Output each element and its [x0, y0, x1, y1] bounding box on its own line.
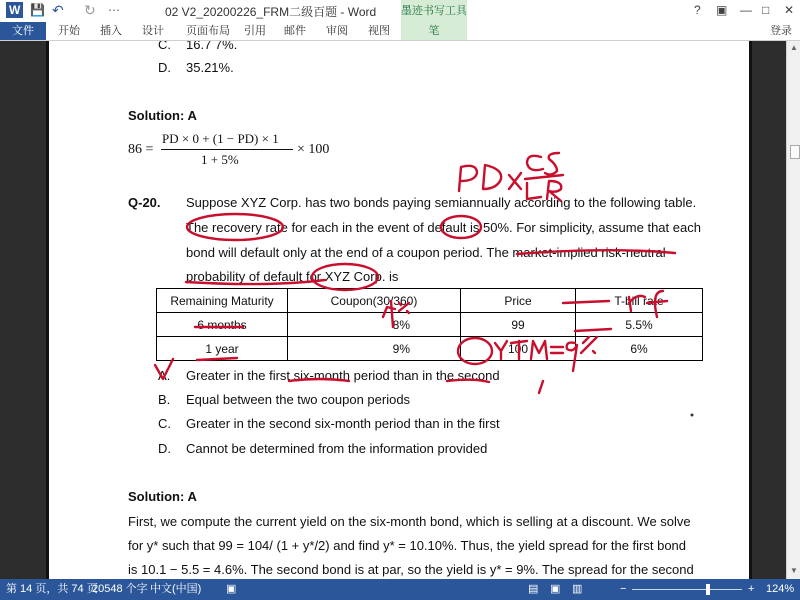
prev-solution-label: Solution: A — [128, 108, 197, 123]
document-area — [0, 41, 786, 579]
option-text: Greater in the first six-month period than in the second — [186, 368, 500, 383]
word-app-icon[interactable]: W — [6, 2, 23, 18]
scroll-up-icon[interactable]: ▲ — [790, 43, 798, 52]
table-cell: 9% — [288, 337, 461, 361]
zoom-in-button[interactable]: + — [748, 583, 755, 595]
status-bar — [0, 579, 800, 600]
tab-view[interactable]: 视图 — [368, 25, 390, 37]
question-line: Suppose XYZ Corp. has two bonds paying semiannually according to the following table. — [186, 195, 697, 210]
table-cell: 100 — [461, 337, 576, 361]
ribbon-display-options-button[interactable]: ▣ — [716, 3, 728, 17]
zoom-out-button[interactable]: − — [620, 583, 627, 595]
formula-lhs: 86 = — [128, 142, 154, 157]
close-button[interactable]: ✕ — [784, 3, 795, 17]
ink-stroke — [483, 165, 501, 189]
table-cell: 6 months — [157, 313, 288, 337]
formula-denominator: 1 + 5% — [201, 152, 239, 167]
tab-references[interactable]: 引用 — [244, 25, 266, 37]
table-cell: 99 — [461, 313, 576, 337]
ink-stroke — [539, 381, 543, 393]
read-mode-icon[interactable]: ▤ — [528, 583, 539, 595]
scroll-thumb[interactable] — [790, 145, 800, 159]
maximize-button[interactable]: □ — [762, 3, 770, 17]
sign-in-link[interactable]: 登录 — [770, 25, 792, 37]
document-page[interactable] — [46, 41, 752, 579]
formula-rhs: × 100 — [297, 142, 330, 157]
help-button[interactable]: ? — [694, 3, 701, 17]
question-line: bond will default only at the end of a coupon period. The market-implied risk-neutral — [186, 245, 666, 260]
tab-insert[interactable]: 插入 — [100, 25, 122, 37]
zoom-level[interactable]: 124% — [766, 583, 795, 595]
customize-quick-access-icon[interactable]: ⋯ — [108, 3, 120, 17]
solution-label: Solution: A — [128, 489, 197, 504]
formula-numerator: PD × 0 + (1 − PD) × 1 — [162, 131, 279, 146]
question-line: The recovery rate for each in the event of default is 50%. For simplicity, assume that each — [186, 220, 701, 235]
explanation-line: for y* such that 99 = 104/ (1 + y*/2) and find y* = 10.10%. Thus, the yield spread for the first bond — [128, 538, 687, 553]
ink-stroke — [509, 173, 521, 189]
fraction-bar — [161, 149, 293, 150]
tab-file[interactable]: 文件 — [0, 22, 46, 40]
prev-option-c-text: 16.7 7%. — [186, 41, 238, 52]
question-line: probability of default for XYZ Corp. is — [186, 269, 399, 284]
undo-icon[interactable]: ↶ — [52, 2, 64, 18]
table-row — [157, 313, 703, 337]
save-icon[interactable]: 💾 — [30, 3, 45, 17]
table-cell: 6% — [576, 337, 703, 361]
ink-stroke — [545, 153, 559, 175]
tab-review[interactable]: 审阅 — [326, 25, 348, 37]
option-text: Cannot be determined from the information provided — [186, 441, 488, 456]
tab-layout[interactable]: 页面布局 — [186, 25, 230, 37]
bond-table — [156, 288, 703, 361]
explanation-line: First, we compute the current yield on the six-month bond, which is selling at a discount. We solve — [128, 514, 691, 529]
question-number: Q-20. — [128, 195, 161, 210]
option-text: Equal between the two coupon periods — [186, 392, 411, 407]
prev-option-d-text: 35.21%. — [186, 60, 234, 75]
table-header: Coupon(30/360) — [288, 289, 461, 313]
option-text: Greater in the second six-month period than in the first — [186, 416, 500, 431]
option-letter: A. — [158, 368, 171, 383]
tab-pen[interactable]: 笔 — [401, 22, 467, 40]
option-letter: C. — [158, 416, 171, 431]
option-letter: B. — [158, 392, 171, 407]
option-letter: D. — [158, 441, 171, 456]
scroll-down-icon[interactable]: ▼ — [790, 566, 798, 575]
ribbon-tabs — [0, 22, 800, 41]
vertical-scrollbar[interactable] — [786, 41, 800, 579]
redo-icon[interactable]: ↻ — [84, 2, 96, 18]
language-indicator[interactable]: 中文(中国) — [150, 583, 202, 595]
table-header-row — [157, 289, 703, 313]
window-title: 02 V2_20200226_FRM二级百题 - Word — [165, 5, 377, 19]
prev-option-d-letter: D. — [158, 60, 171, 75]
minimize-button[interactable]: — — [740, 3, 752, 17]
tab-mailings[interactable]: 邮件 — [284, 25, 306, 37]
zoom-slider[interactable] — [632, 589, 742, 590]
explanation-line: is 10.1 − 5.5 = 4.6%. The second bond is at par, so the yield is y* = 9%. The spread for the second — [128, 562, 694, 577]
table-cell: 5.5% — [576, 313, 703, 337]
ink-stroke — [525, 175, 563, 179]
web-layout-icon[interactable]: ▥ — [572, 583, 583, 595]
table-header: Remaining Maturity — [157, 289, 288, 313]
ink-stroke — [527, 156, 543, 170]
tab-design[interactable]: 设计 — [142, 25, 164, 37]
table-row — [157, 337, 703, 361]
macro-icon[interactable]: ▣ — [226, 583, 237, 595]
table-cell: 8% — [288, 313, 461, 337]
prev-option-c-letter: C. — [158, 41, 171, 52]
zoom-slider-thumb[interactable] — [706, 584, 710, 595]
table-header: T-bill rate — [576, 289, 703, 313]
print-layout-icon[interactable]: ▣ — [550, 583, 561, 595]
ink-stroke — [459, 166, 477, 191]
ink-tools-context-label: 墨迹书写工具 — [401, 0, 467, 22]
ink-dot — [691, 414, 694, 417]
word-count[interactable]: 20548 个字 — [92, 583, 148, 595]
title-bar — [0, 0, 800, 22]
tab-home[interactable]: 开始 — [58, 25, 80, 37]
table-header: Price — [461, 289, 576, 313]
table-cell: 1 year — [157, 337, 288, 361]
page-count[interactable]: 第 14 页，共 74 页 — [6, 583, 98, 595]
